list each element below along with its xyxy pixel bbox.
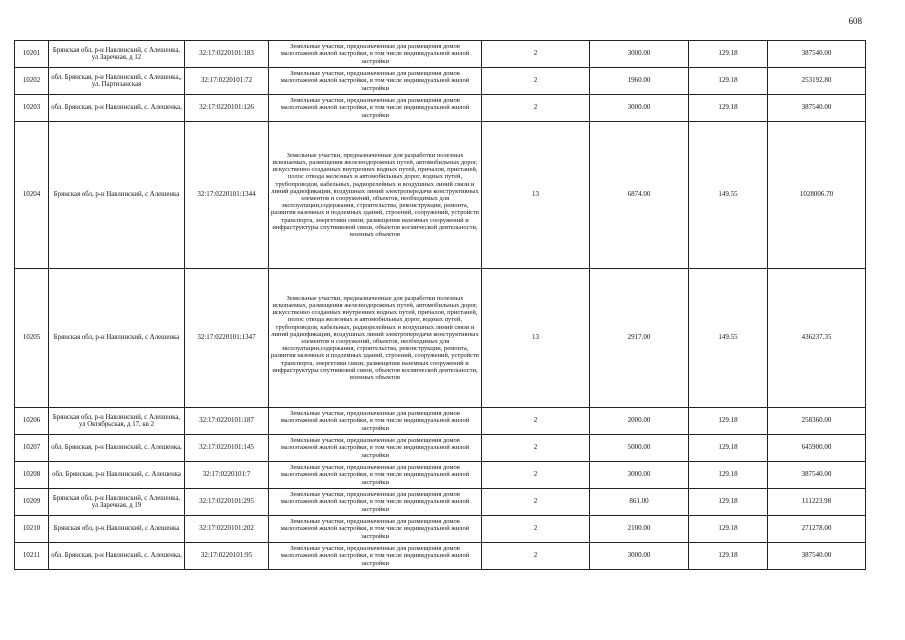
address-cell: Брянская обл, р-н Навлинский, с Алешенка — [49, 516, 185, 543]
cadastral-value-cell: 645900.00 — [768, 435, 866, 462]
row-number-cell: 10206 — [15, 408, 49, 435]
table-row — [15, 269, 866, 408]
table-row — [15, 516, 866, 543]
row-number-cell: 10211 — [15, 543, 49, 570]
land-use-cell: Земельные участки, предназначенные для размещения домов малоэтажной жилой застройки, в том числе индивидуальной жилой застройки — [269, 516, 482, 543]
table-row — [15, 543, 866, 570]
group-cell: 2 — [482, 462, 590, 489]
rate-cell: 129.18 — [689, 543, 768, 570]
land-use-cell: Земельные участки, предназначенные для размещения домов малоэтажной жилой застройки, в том числе индивидуальной жилой застройки — [269, 543, 482, 570]
rate-cell: 129.18 — [689, 462, 768, 489]
rate-cell: 129.18 — [689, 516, 768, 543]
table-row — [15, 122, 866, 269]
row-number-cell: 10207 — [15, 435, 49, 462]
cadastral-number-cell: 32:17:0220101:126 — [185, 95, 269, 122]
address-cell: Брянская обл, р-н Навлинский, с Алешенка, ул Октябрьская, д 17, кв 2 — [49, 408, 185, 435]
cadastral-number-cell: 32:17:0220101:183 — [185, 41, 269, 68]
address-cell: обл. Брянская, р-н Навлинский, с Алешенка,, ул. Партизанская — [49, 68, 185, 95]
rate-cell: 129.18 — [689, 41, 768, 68]
land-use-cell: Земельные участки, предназначенные для разработки полезных ископаемых, размещения железнодорожных путей, автомобильных дорог, искусственно созданных внутренних водных путей, причалов, пристаней, полос отвода железных и автомобильных дорог, водных путей, трубопроводов, кабельных, радиорелейных и воздушных линий связи и линий радиофикации, воздушных линий электропередачи конструктивных элементов и сооружений, объектов, необходимых для эксплуатации,содержания, строительства, реконструкции, ремонта, развития наземных и подземных зданий, строений, сооружений, устройств транспорта, энергетики связи; размещения наземных сооружений и инфраструктуры спутниковой связи, объектов космической деятельности, военных объектов — [269, 269, 482, 408]
address-cell: обл. Брянская, р-н Навлинский, с. Алешенка, — [49, 435, 185, 462]
cadastral-value-cell: 387540.00 — [768, 95, 866, 122]
land-use-cell: Земельные участки, предназначенные для размещения домов малоэтажной жилой застройки, в том числе индивидуальной жилой застройки — [269, 408, 482, 435]
row-number-cell: 10202 — [15, 68, 49, 95]
row-number-cell: 10201 — [15, 41, 49, 68]
cadastral-value-cell: 258360.00 — [768, 408, 866, 435]
cadastral-value-cell: 387540.00 — [768, 41, 866, 68]
cadastral-value-cell: 111223.98 — [768, 489, 866, 516]
cadastral-number-cell: 32:17:0220101:145 — [185, 435, 269, 462]
area-cell: 6874.00 — [590, 122, 689, 269]
cadastral-number-cell: 32:17:0220101:1347 — [185, 269, 269, 408]
table-row — [15, 408, 866, 435]
address-cell: обл. Брянская, р-н Навлинский, с. Алешенка, — [49, 543, 185, 570]
address-cell: обл. Брянская, р-н Навлинский, с. Алешенка — [49, 462, 185, 489]
cadastral-number-cell: 32:17:0220101:187 — [185, 408, 269, 435]
cadastral-number-cell: 32:17:0220101:295 — [185, 489, 269, 516]
row-number-cell: 10204 — [15, 122, 49, 269]
area-cell: 3000.00 — [590, 462, 689, 489]
group-cell: 2 — [482, 435, 590, 462]
group-cell: 2 — [482, 543, 590, 570]
table-row — [15, 68, 866, 95]
area-cell: 861.00 — [590, 489, 689, 516]
area-cell: 2917.00 — [590, 269, 689, 408]
table-row — [15, 41, 866, 68]
group-cell: 2 — [482, 516, 590, 543]
cadastral-value-table — [14, 40, 866, 570]
table-row — [15, 95, 866, 122]
table-row — [15, 489, 866, 516]
group-cell: 13 — [482, 122, 590, 269]
land-use-cell: Земельные участки, предназначенные для разработки полезных ископаемых, размещения железнодорожных путей, автомобильных дорог, искусственно созданных внутренних водных путей, причалов, пристаней, полос отвода железных и автомобильных дорог, водных путей, трубопроводов, кабельных, радиорелейных и воздушных линий связи и линий радиофикации, воздушных линий электропередачи конструктивных элементов и сооружений, объектов, необходимых для эксплуатации,содержания, строительства, реконструкции, ремонта, развития наземных и подземных зданий, строений, сооружений, устройств транспорта, энергетики связи; размещения наземных сооружений и инфраструктуры спутниковой связи, объектов космической деятельности, военных объектов — [269, 122, 482, 269]
area-cell: 2100.00 — [590, 516, 689, 543]
land-use-cell: Земельные участки, предназначенные для размещения домов малоэтажной жилой застройки, в том числе индивидуальной жилой застройки — [269, 435, 482, 462]
address-cell: Брянская обл, р-н Навлинский, с Алешенка, ул Заречная, д 19 — [49, 489, 185, 516]
cadastral-value-cell: 387540.00 — [768, 462, 866, 489]
table-row — [15, 435, 866, 462]
rate-cell: 149.55 — [689, 269, 768, 408]
area-cell: 2000.00 — [590, 408, 689, 435]
address-cell: Брянская обл, р-н Навлинский, с Алешенка — [49, 122, 185, 269]
cadastral-value-cell: 387540.00 — [768, 543, 866, 570]
area-cell: 3000.00 — [590, 41, 689, 68]
group-cell: 2 — [482, 408, 590, 435]
page-number: 608 — [848, 16, 862, 26]
group-cell: 2 — [482, 489, 590, 516]
area-cell: 3000.00 — [590, 95, 689, 122]
group-cell: 2 — [482, 41, 590, 68]
rate-cell: 129.18 — [689, 95, 768, 122]
land-use-cell: Земельные участки, предназначенные для размещения домов малоэтажной жилой застройки, в том числе индивидуальной жилой застройки — [269, 462, 482, 489]
table-row — [15, 462, 866, 489]
cadastral-value-cell: 271278.00 — [768, 516, 866, 543]
area-cell: 1960.00 — [590, 68, 689, 95]
cadastral-number-cell: 32:17:0220101:95 — [185, 543, 269, 570]
group-cell: 2 — [482, 95, 590, 122]
cadastral-number-cell: 32:17:0220101:72 — [185, 68, 269, 95]
group-cell: 2 — [482, 68, 590, 95]
rate-cell: 129.18 — [689, 489, 768, 516]
rate-cell: 129.18 — [689, 435, 768, 462]
address-cell: обл. Брянская, р-н Навлинский, с. Алешенка, — [49, 95, 185, 122]
cadastral-value-cell: 436237.35 — [768, 269, 866, 408]
table-body — [15, 41, 866, 570]
rate-cell: 149.55 — [689, 122, 768, 269]
land-use-cell: Земельные участки, предназначенные для размещения домов малоэтажной жилой застройки, в том числе индивидуальной жилой застройки — [269, 95, 482, 122]
row-number-cell: 10210 — [15, 516, 49, 543]
cadastral-number-cell: 32:17:0220101:1344 — [185, 122, 269, 269]
group-cell: 13 — [482, 269, 590, 408]
row-number-cell: 10208 — [15, 462, 49, 489]
land-use-cell: Земельные участки, предназначенные для размещения домов малоэтажной жилой застройки, в том числе индивидуальной жилой застройки — [269, 41, 482, 68]
cadastral-number-cell: 32:17:0220101:7 — [185, 462, 269, 489]
row-number-cell: 10205 — [15, 269, 49, 408]
land-use-cell: Земельные участки, предназначенные для размещения домов малоэтажной жилой застройки, в том числе индивидуальной жилой застройки — [269, 489, 482, 516]
rate-cell: 129.18 — [689, 408, 768, 435]
cadastral-value-cell: 253192.80 — [768, 68, 866, 95]
rate-cell: 129.18 — [689, 68, 768, 95]
address-cell: Брянская обл, р-н Навлинский, с Алешенка, ул Заречная, д 12 — [49, 41, 185, 68]
area-cell: 3000.00 — [590, 543, 689, 570]
address-cell: Брянская обл, р-н Навлинский, с Алешенка — [49, 269, 185, 408]
row-number-cell: 10209 — [15, 489, 49, 516]
land-use-cell: Земельные участки, предназначенные для размещения домов малоэтажной жилой застройки, в том числе индивидуальной жилой застройки — [269, 68, 482, 95]
row-number-cell: 10203 — [15, 95, 49, 122]
area-cell: 5000.00 — [590, 435, 689, 462]
cadastral-value-cell: 1028006.70 — [768, 122, 866, 269]
cadastral-number-cell: 32:17:0220101:202 — [185, 516, 269, 543]
